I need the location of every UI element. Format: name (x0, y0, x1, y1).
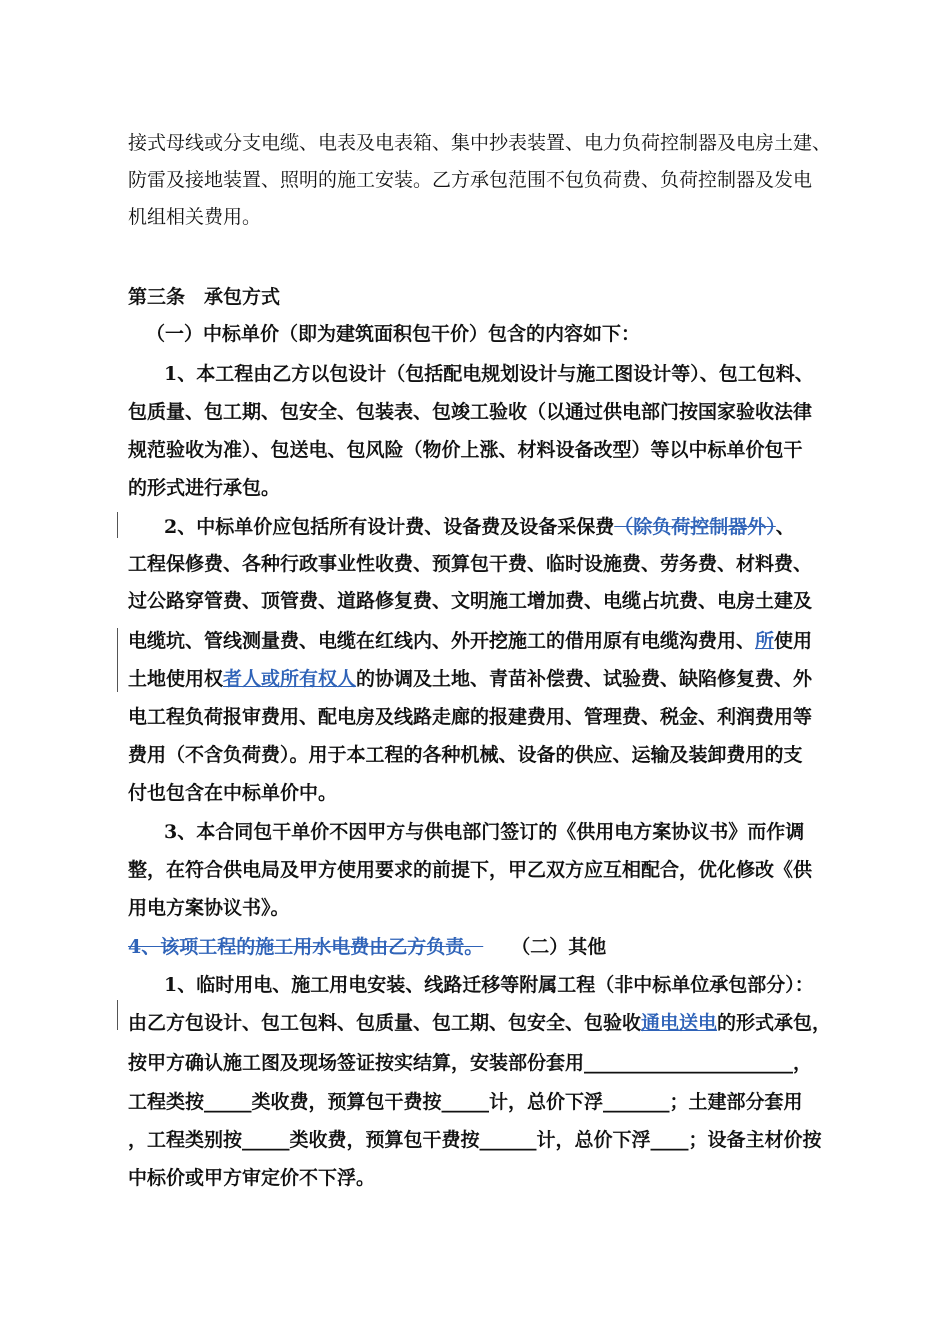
item2-text: 2、中标单价应包括所有设计费、设备费及设备采保费 (164, 516, 615, 538)
item1-line-4: 的形式进行承包。 (128, 477, 281, 499)
other1-text: 的形式承包， (717, 1012, 832, 1034)
item1-line-2: 包质量、包工期、包安全、包装表、包竣工验收（以通过供电部门按国家验收法律 (128, 401, 813, 423)
inserted-text: 所 (755, 630, 775, 652)
item2-line-6: 电工程负荷报审费用、配电房及线路走廊的报建费用、管理费、税金、利润费用等 (128, 706, 813, 728)
other1-text: 由乙方包设计、包工包料、包质量、包工期、包安全、包验收 (128, 1012, 642, 1034)
other1-line-4: 工程类按_____类收费，预算包干费按_____计，总价下浮_______；土建部分套用 (128, 1091, 803, 1113)
item2-text: 电缆坑、管线测量费、电缆在红线内、外开挖施工的借用原有电缆沟费用、 (128, 630, 756, 652)
item3-line-2: 整，在符合供电局及甲方使用要求的前提下，甲乙双方应互相配合，优化修改《供 (128, 859, 813, 881)
item2-text: 土地使用权 (128, 668, 224, 690)
item2-line-3: 过公路穿管费、顶管费、道路修复费、文明施工增加费、电缆占坑费、电房土建及 (128, 590, 813, 612)
other1-line-1: 1、临时用电、施工用电安装、线路迁移等附属工程（非中标单位承包部分）： (164, 974, 814, 996)
other1-line-2 (128, 1010, 831, 1036)
revision-bar (117, 1000, 118, 1030)
item2-line-4 (128, 628, 812, 654)
revision-bar (117, 628, 118, 692)
item2-line-2: 工程保修费、各种行政事业性收费、预算包干费、临时设施费、劳务费、材料费、 (128, 553, 813, 575)
item2-text: 使用 (774, 630, 813, 652)
item3-line-1: 3、本合同包干单价不因甲方与供电部门签订的《供用电方案协议书》而作调 (164, 821, 805, 843)
item4-line (128, 934, 606, 960)
item2-line-8: 付也包含在中标单价中。 (128, 782, 338, 804)
item2-text: 、 (775, 516, 795, 538)
item2-line-7: 费用（不含负荷费）。用于本工程的各种机械、设备的供应、运输及装卸费用的支 (128, 744, 803, 766)
deleted-text: 4、该项工程的施工用水电费由乙方负责。 (128, 936, 484, 958)
other1-line-6: 中标价或甲方审定价不下浮。 (128, 1167, 376, 1189)
item2-line-1 (164, 514, 795, 540)
item1-line-3: 规范验收为准）、包送电、包风险（物价上涨、材料设备改型）等以中标单价包干 (128, 439, 803, 461)
deleted-text: （除负荷控制器外） (614, 516, 776, 538)
inserted-text: 者人或所有权人 (223, 668, 357, 690)
revision-bar (117, 512, 118, 538)
article-heading: 第三条 承包方式 (128, 286, 281, 308)
item3-line-3: 用电方案协议书》。 (128, 897, 290, 919)
section-heading-2: （二）其他 (511, 936, 607, 958)
item2-text: 的协调及土地、青苗补偿费、试验费、缺陷修复费、外 (356, 668, 813, 690)
intro-line-2: 防雷及接地装置、照明的施工安装。乙方承包范围不包负荷费、负荷控制器及发电 (128, 169, 813, 191)
inserted-text: 通电送电 (641, 1012, 718, 1034)
other1-line-3: 按甲方确认施工图及现场签证按实结算，安装部份套用______________________， (128, 1052, 813, 1074)
other1-line-5: ，工程类别按_____类收费，预算包干费按______计，总价下浮____；设备主材价按 (128, 1129, 822, 1151)
section-heading-1: （一）中标单价（即为建筑面积包干价）包含的内容如下： (146, 323, 641, 345)
item1-line-1: 1、本工程由乙方以包设计（包括配电规划设计与施工图设计等）、包工包料、 (164, 363, 814, 385)
item2-line-5 (128, 666, 812, 692)
intro-line-3: 机组相关费用。 (128, 206, 262, 228)
intro-line-1: 接式母线或分支电缆、电表及电表箱、集中抄表装置、电力负荷控制器及电房土建、 (128, 132, 832, 154)
